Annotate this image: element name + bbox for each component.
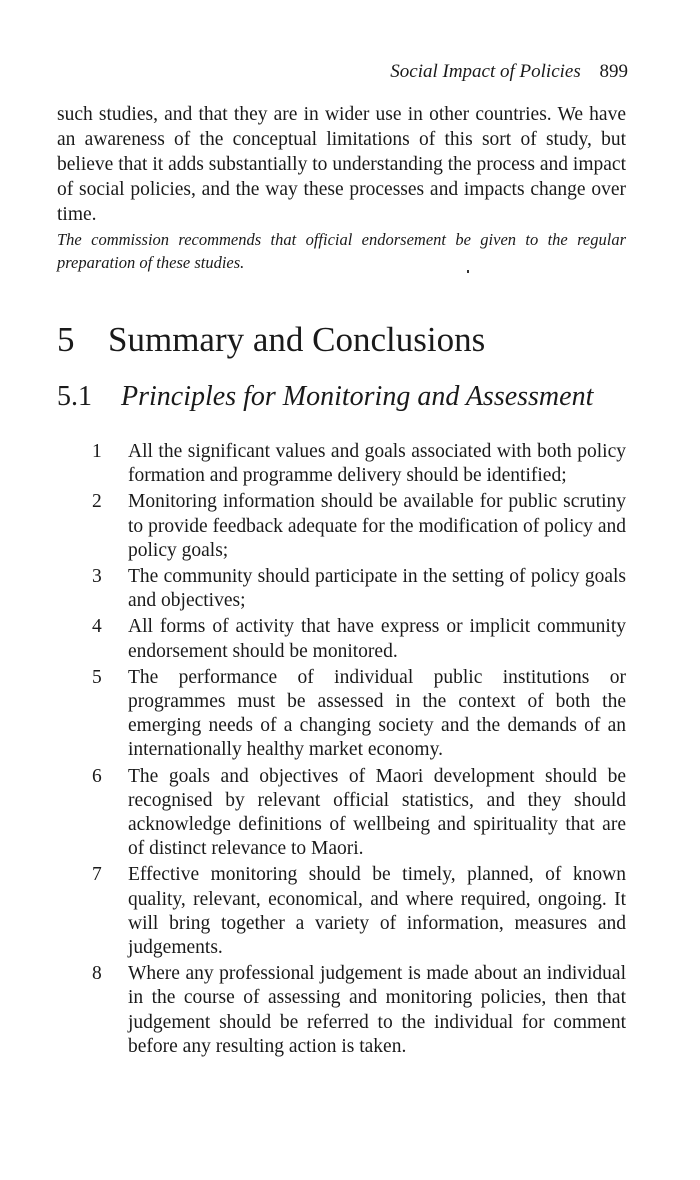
principle-item bbox=[92, 962, 626, 1059]
principle-item bbox=[92, 565, 626, 613]
principle-item bbox=[92, 863, 626, 960]
principle-text: The performance of individual public institutions or programmes must be assessed in the context of both the emerging needs of a changing society and the demands of an internationally healthy market economy. bbox=[128, 666, 626, 761]
page-number: 899 bbox=[599, 61, 628, 82]
subsection-title: Principles for Monitoring and Assessment bbox=[121, 381, 594, 412]
running-head bbox=[390, 60, 628, 84]
subsection-heading bbox=[57, 379, 593, 415]
section-heading bbox=[57, 318, 485, 362]
principle-text: The community should participate in the setting of policy goals and objectives; bbox=[128, 566, 626, 612]
principle-number: 7 bbox=[92, 864, 102, 886]
principle-text: Effective monitoring should be timely, planned, of known quality, relevant, economical, and where required, ongoing. It will bring together a variety of information, measures and judgements. bbox=[128, 864, 626, 959]
principle-item bbox=[92, 440, 626, 488]
running-head-title: Social Impact of Policies bbox=[390, 61, 581, 82]
principle-text: The goals and objectives of Maori development should be recognised by relevant official statistics, and they should acknowledge definitions of wellbeing and spirituality that are of distinct relevance to Maori. bbox=[128, 765, 626, 860]
recommendation-text: The commission recommends that official endorsement be given to the regular preparation of these studies. bbox=[57, 230, 626, 272]
principle-number: 1 bbox=[92, 441, 102, 462]
principle-number: 2 bbox=[92, 491, 102, 513]
stray-ink-mark bbox=[467, 270, 469, 273]
principle-text: All the significant values and goals associated with both policy formation and programme delivery should be identified; bbox=[128, 441, 626, 487]
section-title: Summary and Conclusions bbox=[108, 320, 486, 359]
principle-item bbox=[92, 490, 626, 563]
body-paragraph: such studies, and that they are in wider use in other countries. We have an awareness of the conceptual limitations of this sort of study, but believe that it adds substantially to understanding the process and impact of social policies, and the way these processes and impacts change over time. bbox=[57, 104, 626, 225]
principles-list bbox=[92, 440, 626, 1061]
principle-number: 8 bbox=[92, 963, 102, 985]
principle-number: 3 bbox=[92, 566, 102, 588]
principle-item bbox=[92, 666, 626, 763]
section-number: 5 bbox=[57, 320, 75, 359]
principle-text: Monitoring information should be available for public scrutiny to provide feedback adequate for the modification of policy and policy goals; bbox=[128, 491, 626, 561]
principle-number: 4 bbox=[92, 616, 102, 638]
principle-text: All forms of activity that have express or implicit community endorsement should be monitored. bbox=[128, 616, 626, 662]
subsection-number: 5.1 bbox=[57, 381, 92, 412]
principle-text: Where any professional judgement is made about an individual in the course of assessing and monitoring policies, then that judgement should be referred to the individual for comment before any resulting action is taken. bbox=[128, 963, 626, 1057]
principle-number: 5 bbox=[92, 666, 102, 688]
principle-item bbox=[92, 765, 626, 862]
principle-number: 6 bbox=[92, 765, 102, 787]
principle-item bbox=[92, 615, 626, 663]
